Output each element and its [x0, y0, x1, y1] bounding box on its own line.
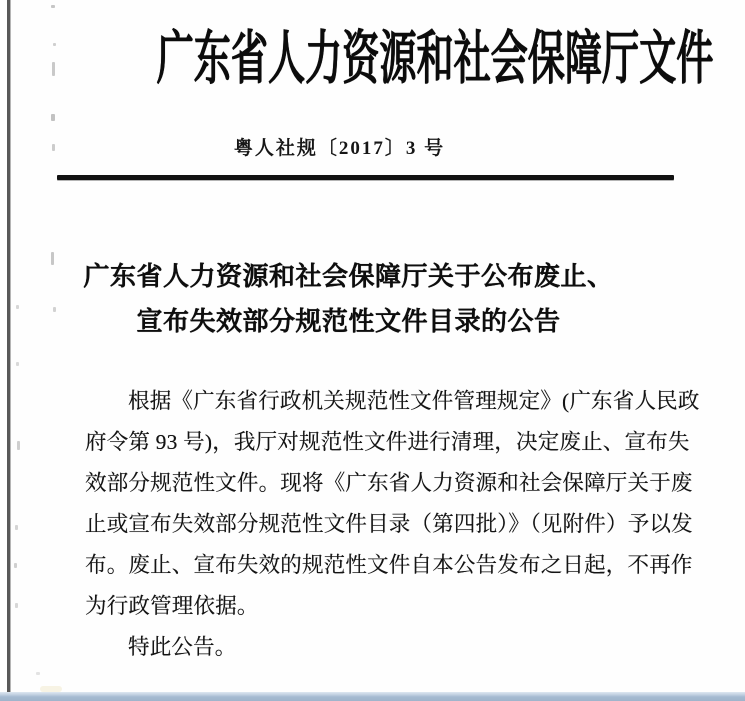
- letterhead-title: [0, 26, 745, 92]
- scan-artifact: [53, 43, 56, 46]
- scan-artifact: [16, 305, 19, 309]
- letterhead-divider: [57, 175, 674, 180]
- scan-artifact: [51, 5, 55, 8]
- scan-artifact: [16, 362, 19, 366]
- body-line-3: 效部分规范性文件。现将《广东省人力资源和社会保障厅关于废: [85, 471, 693, 495]
- body-line-1: 根据《广东省行政机关规范性文件管理规定》(广东省人民政: [128, 389, 700, 413]
- scan-artifact: [51, 114, 55, 121]
- scan-artifact: [36, 672, 40, 675]
- scan-artifact: [15, 525, 18, 530]
- scan-artifact: [14, 563, 17, 568]
- scan-artifact: [15, 603, 18, 608]
- scan-edge-line: [7, 0, 11, 701]
- scan-artifact: [52, 144, 55, 151]
- scan-artifact: [51, 252, 54, 265]
- horizontal-scrollbar[interactable]: [0, 692, 745, 701]
- body-line-2: 府令第 93 号)，我厅对规范性文件进行清理，决定废止、宣布失: [85, 430, 690, 454]
- closing-line: 特此公告。: [128, 635, 237, 659]
- reference-number: 粤人社规〔2017〕3 号: [233, 138, 446, 159]
- announcement-title: [0, 254, 721, 344]
- scan-artifact: [17, 441, 20, 450]
- body-text: [85, 381, 700, 668]
- scan-artifact: [52, 62, 55, 76]
- announcement-title-line2: 宣布失效部分规范性文件目录的公告: [136, 307, 561, 336]
- body-line-6: 为行政管理依据。: [85, 594, 259, 618]
- body-line-4: 止或宣布失效部分规范性文件目录（第四批）》（见附件）予以发: [85, 512, 693, 536]
- scan-artifact: [53, 307, 56, 312]
- letterhead-title-text: 广东省人力资源和社会保障厅文件: [156, 26, 714, 91]
- body-line-5: 布。废止、宣布失效的规范性文件自本公告发布之日起，不再作: [85, 553, 693, 577]
- announcement-title-line1: 广东省人力资源和社会保障厅关于公布废止、: [83, 262, 614, 291]
